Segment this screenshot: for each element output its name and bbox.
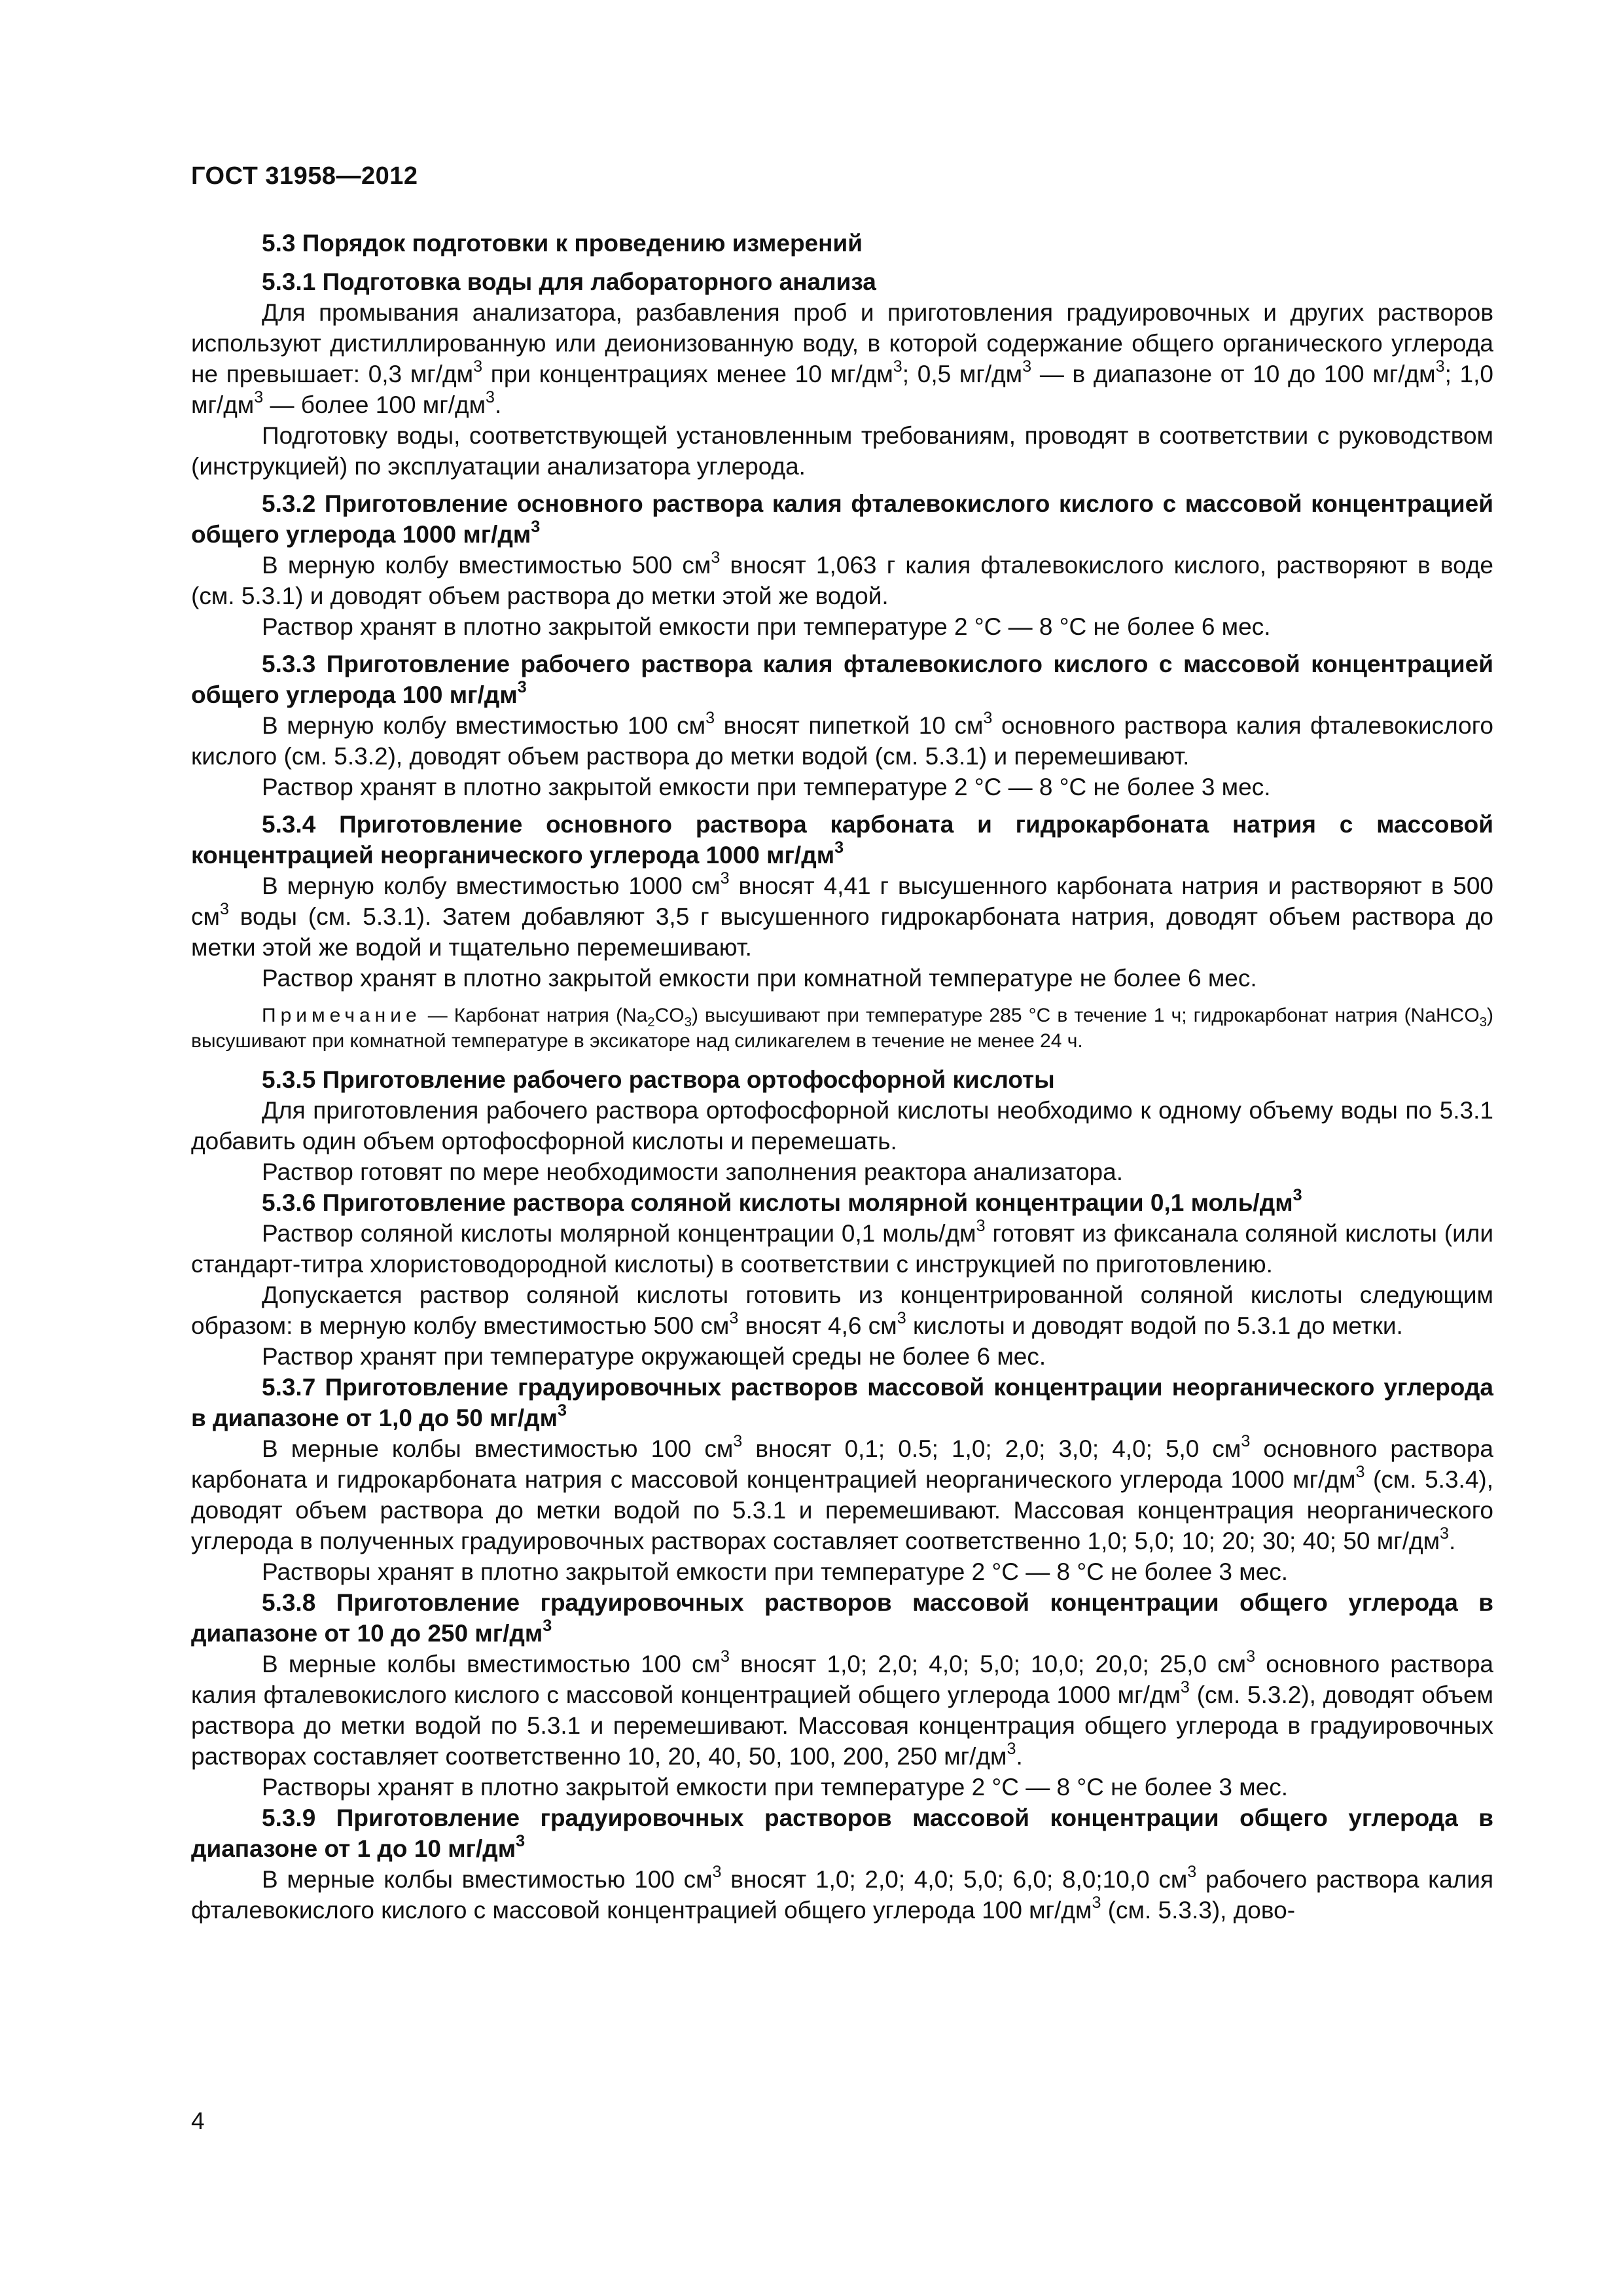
document-id: ГОСТ 31958—2012 xyxy=(191,162,418,190)
section-5-3-1-paragraph-2: Подготовку воды, соответствующей установленным требованиям, проводят в соответствии с руководством (инструкцией) по эксплуатации анализатора углерода. xyxy=(191,422,1493,480)
section-5-3-3-paragraph-1: В мерную колбу вместимостью 100 $см^3$ вносят пипеткой 10 $см^3$ основного раствора калия фталевокислого кислого (см. 5.3.2), доводят объем раствора до метки водой (см. 5.3.1) и перемешивают. xyxy=(191,709,1493,770)
section-5-3-6-heading: 5.3.6 Приготовление раствора соляной кислоты молярной концентрации 0,1 моль/$дм^3$ xyxy=(262,1186,1302,1216)
section-5-3-heading: 5.3 Порядок подготовки к проведению измерений xyxy=(262,230,863,257)
section-5-3-4-paragraph-1: В мерную колбу вместимостью 1000 $см^3$ вносят 4,41 г высушенного карбоната натрия и растворяют в 500 $см^3$ воды (см. 5.3.1). Затем добавляют 3,5 г высушенного гидрокарбоната натрия, доводят объем раствора до метки этой же водой и тщательно перемешивают. xyxy=(191,869,1494,961)
section-5-3-7-heading: 5.3.7 Приготовление градуировочных растворов массовой концентрации неорганического углерода в диапазоне от 1,0 до 50 $мг/дм^3$ xyxy=(191,1374,1493,1431)
section-5-3-2-heading: 5.3.2 Приготовление основного раствора калия фталевокислого кислого с массовой концентрацией общего углерода 1000 $мг/дм^3$ xyxy=(191,490,1493,548)
section-5-3-9-paragraph-1: В мерные колбы вместимостью 100 $см^3$ вносят 1,0; 2,0; 4,0; 5,0; 6,0; 8,0;10,0 $см^3$ рабочего раствора калия фталевокислого кислого с массовой концентрацией общего углерода 100 $мг/дм^3$ (см. 5.3.3), дово- xyxy=(191,1863,1493,1924)
section-5-3-2-paragraph-2: Раствор хранят в плотно закрытой емкости при температуре 2 °С — 8 °С не более 6 мес. xyxy=(262,613,1271,640)
page-number: 4 xyxy=(191,2108,205,2134)
section-5-3-8-heading: 5.3.8 Приготовление градуировочных растворов массовой концентрации общего углерода в диапазоне от 10 до 250 $мг/дм^3$ xyxy=(191,1589,1493,1647)
section-5-3-5-heading: 5.3.5 Приготовление рабочего раствора ортофосфорной кислоты xyxy=(262,1066,1055,1093)
section-5-3-1-paragraph-1: Для промывания анализатора, разбавления проб и приготовления градуировочных и других растворов используют дистиллированную или деионизованную воду, в которой содержание общего органического углерода не превышает: 0,3 $мг/дм^3$ при концентрациях менее 10 $мг/дм^3$; 0,5 $мг/дм^3$ — в диапазоне от 10 до 100 $мг/дм^3$; 1,0 $мг/дм^3$ — более 100 $мг/дм^3$. xyxy=(191,299,1493,418)
section-5-3-7-paragraph-1: В мерные колбы вместимостью 100 $см^3$ вносят 0,1; 0.5; 1,0; 2,0; 3,0; 4,0; 5,0 $см^3$ основного раствора карбоната и гидрокарбоната натрия с массовой концентрацией неорганического углерода 1000 $мг/дм^3$ (см. 5.3.4), доводят объем раствора до метки водой по 5.3.1 и перемешивают. Массовая концентрация неорганического углерода в полученных градуировочных растворах составляет соответственно 1,0; 5,0; 10; 20; 30; 40; 50 $мг/дм^3$. xyxy=(191,1432,1494,1554)
section-5-3-4-heading: 5.3.4 Приготовление основного раствора карбоната и гидрокарбоната натрия с массовой концентрацией неорганического углерода 1000 $мг/дм^3$ xyxy=(191,811,1493,869)
section-5-3-9-heading: 5.3.9 Приготовление градуировочных растворов массовой концентрации общего углерода в диапазоне от 1 до 10 $мг/дм^3$ xyxy=(191,1804,1493,1862)
section-5-3-1-heading: 5.3.1 Подготовка воды для лабораторного анализа xyxy=(262,268,876,295)
section-5-3-5-paragraph-2: Раствор готовят по мере необходимости заполнения реактора анализатора. xyxy=(262,1158,1123,1185)
section-5-3-3-paragraph-2: Раствор хранят в плотно закрытой емкости при температуре 2 °С — 8 °С не более 3 мес. xyxy=(262,774,1271,800)
section-5-3-6-paragraph-2: Допускается раствор соляной кислоты готовить из концентрированной соляной кислоты следующим образом: в мерную колбу вместимостью 500 $см^3$ вносят 4,6 $см^3$ кислоты и доводят водой по 5.3.1 до метки. xyxy=(191,1282,1493,1339)
note-label: Примечание xyxy=(262,1005,421,1026)
section-5-3-8-paragraph-2: Растворы хранят в плотно закрытой емкости при температуре 2 °С — 8 °С не более 3 мес. xyxy=(262,1774,1289,1801)
document-body xyxy=(191,228,1493,1926)
section-5-3-8-paragraph-1: В мерные колбы вместимостью 100 $см^3$ вносят 1,0; 2,0; 4,0; 5,0; 10,0; 20,0; 25,0 $см^3$ основного раствора калия фталевокислого кислого с массовой концентрацией общего углерода 1000 $мг/дм^3$ (см. 5.3.2), доводят объем раствора до метки водой по 5.3.1 и перемешивают. Массовая концентрация общего углерода в градуировочных растворах составляет соответственно 10, 20, 40, 50, 100, 200, 250 $мг/дм^3$. xyxy=(191,1647,1494,1770)
section-5-3-6-paragraph-3: Раствор хранят при температуре окружающей среды не более 6 мес. xyxy=(262,1343,1046,1370)
section-5-3-5-paragraph-1: Для приготовления рабочего раствора ортофосфорной кислоты необходимо к одному объему воды по 5.3.1 добавить один объем ортофосфорной кислоты и перемешать. xyxy=(191,1097,1493,1155)
section-5-3-7-paragraph-2: Растворы хранят в плотно закрытой емкости при температуре 2 °С — 8 °С не более 3 мес. xyxy=(262,1558,1289,1585)
section-5-3-2-paragraph-1: В мерную колбу вместимостью 500 $см^3$ вносят 1,063 г калия фталевокислого кислого, растворяют в воде (см. 5.3.1) и доводят объем раствора до метки этой же водой. xyxy=(191,548,1494,609)
section-5-3-6-paragraph-1: Раствор соляной кислоты молярной концентрации 0,1 моль/$дм^3$ готовят из фиксанала соляной кислоты (или стандарт-титра хлористоводородной кислоты) в соответствии с инструкцией по приготовлению. xyxy=(191,1217,1494,1278)
section-5-3-3-heading: 5.3.3 Приготовление рабочего раствора калия фталевокислого кислого с массовой концентрацией общего углерода 100 $мг/дм^3$ xyxy=(191,651,1493,708)
note: Примечание — Карбонат натрия $(Na_2CO_3)$ высушивают при температуре 285 °С в течение 1 ч; гидрокарбонат натрия (NaHCO$_3$) высушивают при комнатной температуре в эксикаторе над силикагелем в течение не менее 24 ч. xyxy=(191,1005,1493,1052)
section-5-3-4-paragraph-2: Раствор хранят в плотно закрытой емкости при комнатной температуре не более 6 мес. xyxy=(262,965,1257,992)
